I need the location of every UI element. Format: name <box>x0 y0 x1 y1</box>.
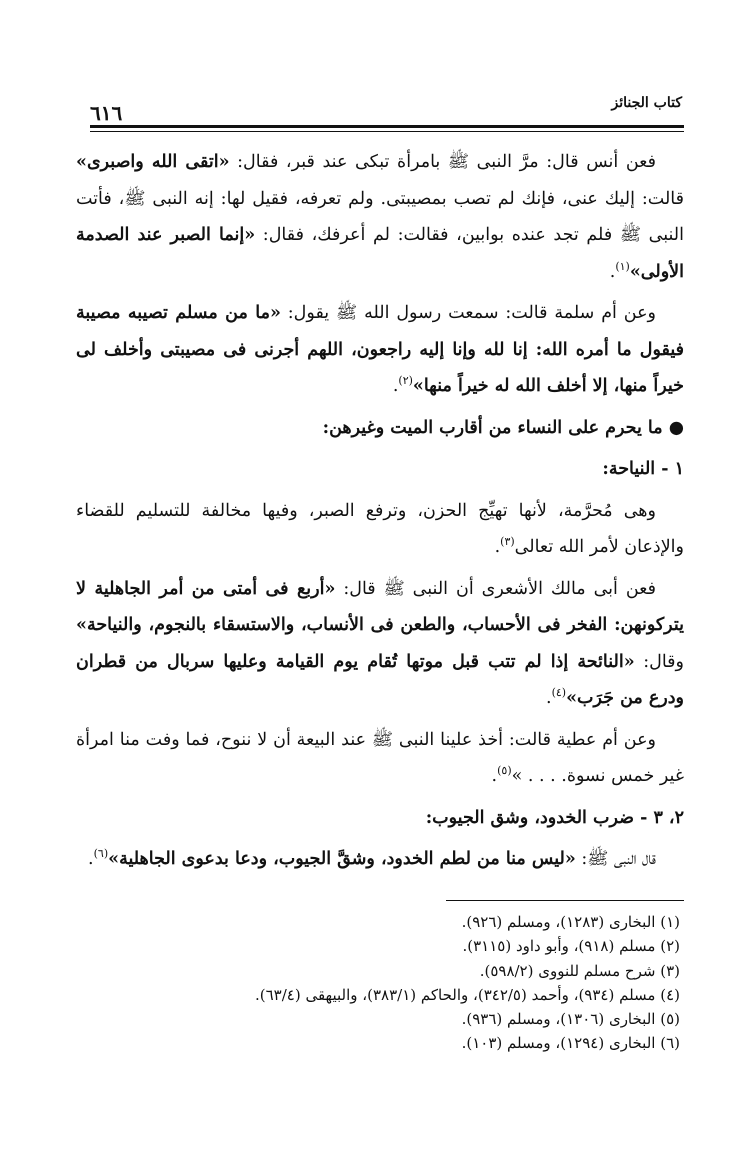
body-paragraph <box>76 571 684 717</box>
footnote-ref: (١) <box>615 259 630 273</box>
running-title: كتاب الجنائز <box>611 95 682 111</box>
header-rule-thin <box>90 131 684 132</box>
body-paragraph <box>76 144 684 290</box>
header-rule-thick <box>90 125 684 128</box>
quoted-hadith: «النائحة إذا لم تتب قبل موتها تُقام يوم القيامة وعليها سربال من قطران ودرع من جَرَب» <box>76 651 684 708</box>
footnote-ref: (٤) <box>551 686 567 700</box>
quoted-hadith: «ما من مسلم تصيبه مصيبة فيقول ما أمره الله: إنا لله وإنا إليه راجعون، اللهم أجرنى فى مصيبتى وأخلف لى خيراً منها، إلا أخلف الله له خيراً منها» <box>76 303 684 396</box>
text-run: فعن أبى مالك الأشعرى أن النبى ﷺ قال: <box>335 578 656 599</box>
text-run: وعن أم سلمة قالت: سمعت رسول الله ﷺ يقول: <box>280 303 656 323</box>
body-paragraph <box>76 722 684 795</box>
body-paragraph <box>76 295 684 405</box>
section-heading: ١ - النياحة: <box>602 459 684 479</box>
quoted-hadith: «إنما الصبر عند الصدمة الأولى» <box>76 225 684 282</box>
text-run: قالت: إليك عنى، فإنك لم تصب بمصيبتى. ولم تعرفه، فقيل لها: إنه النبى ﷺ، فأتت النبى ﷺ فلم تجد عنده بوابين، فقالت: لم أعرفك، فقال: <box>76 188 684 245</box>
quoted-hadith: «اتقى الله واصبرى» <box>76 152 230 172</box>
body-paragraph <box>76 841 684 878</box>
footnote-separator <box>446 900 684 901</box>
footnote-ref: (٣) <box>500 535 515 549</box>
footnote: (١) البخارى (١٢٨٣)، ومسلم (٩٢٦). <box>461 913 680 931</box>
text-run: وهى مُحرَّمة، لأنها تهيِّج الحزن، وترفع الصبر، وفيها مخالفة للتسليم للقضاء والإذعان لأمر الله تعالى <box>76 500 684 557</box>
footnote-ref: (٥) <box>497 764 512 778</box>
text-run: . <box>546 688 552 708</box>
text-run: . <box>88 849 94 869</box>
text-run: . <box>491 766 498 786</box>
section-heading: ● ما يحرم على النساء من أقارب الميت وغيرهن: <box>322 417 684 438</box>
text-run: فعن أنس قال: مرَّ النبى ﷺ بامرأة تبكى عند قبر، فقال: <box>229 152 656 172</box>
body-paragraph <box>76 493 684 566</box>
text-run: . <box>392 376 399 396</box>
footnote: (٣) شرح مسلم للنووى (٥٩٨/٢). <box>479 961 680 980</box>
text-run: قال النبى ﷺ: <box>575 849 656 869</box>
text-run: . <box>494 537 501 557</box>
text-run: وقال: <box>634 651 684 672</box>
footnote: (٢) مسلم (٩١٨)، وأبو داود (٣١١٥). <box>462 937 680 956</box>
page-number: ٦١٦ <box>90 101 123 125</box>
text-run: . <box>609 261 616 282</box>
footnote: (٤) مسلم (٩٣٤)، وأحمد (٣٤٢/٥)، والحاكم (٣٨٣/١)، والبيهقى (٦٣/٤). <box>254 985 680 1004</box>
footnote-ref: (٢) <box>398 374 413 388</box>
section-heading: ٢، ٣ - ضرب الخدود، وشق الجيوب: <box>425 807 684 828</box>
quoted-hadith: «ليس منا من لطم الخدود، وشقَّ الجيوب، ودعا بدعوى الجاهلية» <box>108 849 576 869</box>
footnote: (٥) البخارى (١٣٠٦)، ومسلم (٩٣٦). <box>461 1010 680 1029</box>
main-text <box>76 144 684 883</box>
footnote: (٦) البخارى (١٢٩٤)، ومسلم (١٠٣). <box>461 1034 680 1053</box>
footnote-ref: (٦) <box>93 847 109 861</box>
quoted-hadith: «أربع فى أمتى من أمر الجاهلية لا يتركونهن: الفخر فى الأحساب، والطعن فى الأنساب، والاستسقاء بالنجوم، والنياحة» <box>76 578 684 635</box>
footnotes <box>80 910 680 1056</box>
text-run: وعن أم عطية قالت: أخذ علينا النبى ﷺ عند البيعة أن لا ننوح، فما وفت منا امرأة غير خمس نسوة. . . . » <box>76 729 684 786</box>
